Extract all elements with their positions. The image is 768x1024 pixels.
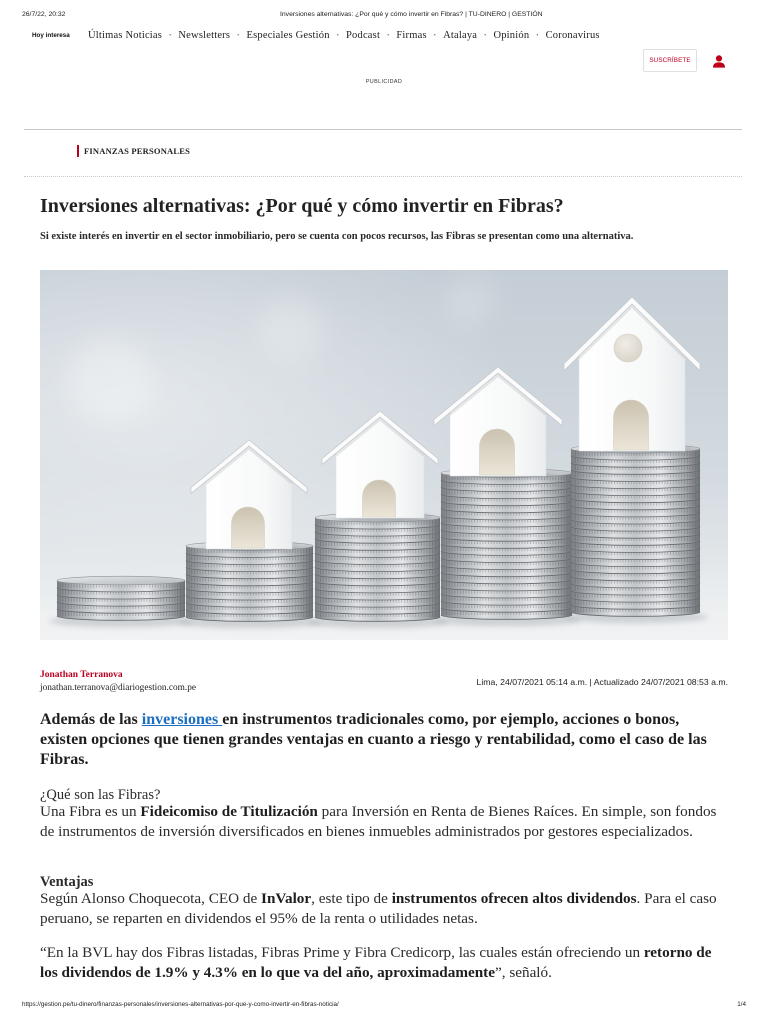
- user-icon-body: [713, 62, 725, 67]
- nav-separator: •: [169, 33, 172, 39]
- text-segment: “En la BVL hay dos Fibras listadas, Fibras Prime y Fibra Credicorp, las cuales están ofreciendo un: [40, 944, 644, 961]
- coin-stack: [433, 469, 580, 627]
- top-navigation: [88, 30, 600, 42]
- nav-separator: •: [484, 33, 487, 39]
- house-door: [614, 400, 649, 450]
- section-accent-bar: [77, 145, 79, 157]
- coin-stack: [178, 542, 321, 629]
- article-lead-paragraph: [40, 710, 728, 770]
- nav-item-podcast[interactable]: Podcast: [346, 30, 381, 41]
- nav-item-opinion[interactable]: Opinión: [493, 30, 530, 41]
- article-title: Inversiones alternativas: ¿Por qué y cómo invertir en Fibras?: [40, 195, 564, 217]
- hoy-interesa-label: Hoy interesa: [32, 32, 70, 39]
- text-segment: en instrumentos tradicionales como, por ejemplo, acciones o bonos, existen opciones que tienen grandes ventajas en cuanto a riesgo y rentabilidad, como el caso de las Fibras.: [40, 711, 707, 768]
- inversiones-link[interactable]: inversiones: [141, 711, 223, 728]
- text-segment: , este tipo de: [311, 890, 392, 907]
- print-page-number: 1/4: [737, 1001, 746, 1008]
- nav-separator: •: [336, 33, 339, 39]
- background-bokeh: [68, 338, 152, 422]
- coin-stack: [563, 444, 708, 623]
- nav-item-atalaya[interactable]: Atalaya: [443, 30, 478, 41]
- section-divider: [24, 176, 742, 177]
- house-door: [480, 429, 515, 475]
- text-segment: ”, señaló.: [494, 964, 552, 981]
- text-segment: . Para el caso peruano, se reparten en dividendos el 95% de la renta o utilidades netas.: [40, 890, 717, 927]
- print-footer-url: https://gestion.pe/tu-dinero/finanzas-personales/inversiones-alternativas-por-que-y-como-invertir-en-fibras-noticia/: [22, 1001, 339, 1008]
- text-segment: Según Alonso Choquecota, CEO de: [40, 890, 262, 907]
- section-heading-ventajas: Ventajas: [40, 874, 94, 890]
- header-divider: [24, 129, 742, 130]
- house-round-window: [614, 334, 642, 362]
- bold-text-segment: instrumentos ofrecen altos dividendos: [391, 890, 637, 907]
- coin-face: [57, 576, 185, 585]
- article-dateline: Lima, 24/07/2021 05:14 a.m. | Actualizado 24/07/2021 08:53 a.m.: [476, 677, 728, 687]
- house-door: [363, 480, 396, 517]
- nav-separator: •: [237, 33, 240, 39]
- coin-stack: [307, 513, 448, 628]
- nav-item-ultimas-noticias[interactable]: Últimas Noticias: [88, 30, 163, 41]
- user-icon[interactable]: [712, 54, 726, 68]
- nav-item-especiales-gestion[interactable]: Especiales Gestión: [246, 30, 330, 41]
- nav-item-coronavirus[interactable]: Coronavirus: [545, 30, 600, 41]
- nav-separator: •: [536, 33, 539, 39]
- user-icon-head: [716, 55, 722, 61]
- section-heading-que-son-las-fibras: ¿Qué son las Fibras?: [40, 787, 161, 803]
- background-bokeh: [444, 274, 496, 326]
- article-subtitle: Si existe interés en invertir en el sector inmobiliario, pero se cuenta con pocos recursos, las Fibras se presentan como una alternativa.: [40, 231, 634, 242]
- bold-text-segment: retorno de los dividendos de 1.9% y 4.3% en lo que va del año, aproximadamente: [40, 944, 712, 981]
- print-datetime: 26/7/22, 20:32: [22, 11, 66, 18]
- text-segment: para Inversión en Renta de Bienes Raíces. En simple, son fondos de instrumentos de inversión diversificados en bienes inmuebles administrados por gestores especializados.: [40, 803, 717, 840]
- text-segment: Además de las: [40, 711, 142, 728]
- author-email: jonathan.terranova@diariogestion.com.pe: [40, 683, 196, 693]
- background-bokeh: [258, 298, 322, 362]
- advantages-paragraph: [40, 889, 728, 929]
- bold-text-segment: Fideicomiso de Titulización: [140, 803, 318, 820]
- quote-paragraph: [40, 943, 728, 983]
- section-link[interactable]: FINANZAS PERSONALES: [84, 146, 191, 156]
- nav-separator: •: [433, 33, 437, 39]
- nav-item-firmas[interactable]: Firmas: [396, 30, 427, 41]
- coin-stack: [49, 576, 193, 627]
- house-door: [232, 507, 265, 548]
- article-hero-image: [40, 270, 728, 640]
- text-segment: Una Fibra es un: [40, 803, 141, 820]
- nav-separator: •: [387, 33, 390, 39]
- subscribe-button[interactable]: SUSCRÍBETE: [643, 49, 697, 72]
- advertising-label: PUBLICIDAD: [365, 79, 403, 85]
- author-name-link[interactable]: Jonathan Terranova: [40, 670, 123, 680]
- fibras-definition-paragraph: [40, 802, 728, 842]
- nav-item-newsletters[interactable]: Newsletters: [178, 30, 231, 41]
- bold-text-segment: InValor: [261, 890, 312, 907]
- coin: [57, 576, 185, 592]
- print-document-title: Inversiones alternativas: ¿Por qué y cómo invertir en Fibras? | TU-DINERO | GESTIÓN: [280, 11, 543, 18]
